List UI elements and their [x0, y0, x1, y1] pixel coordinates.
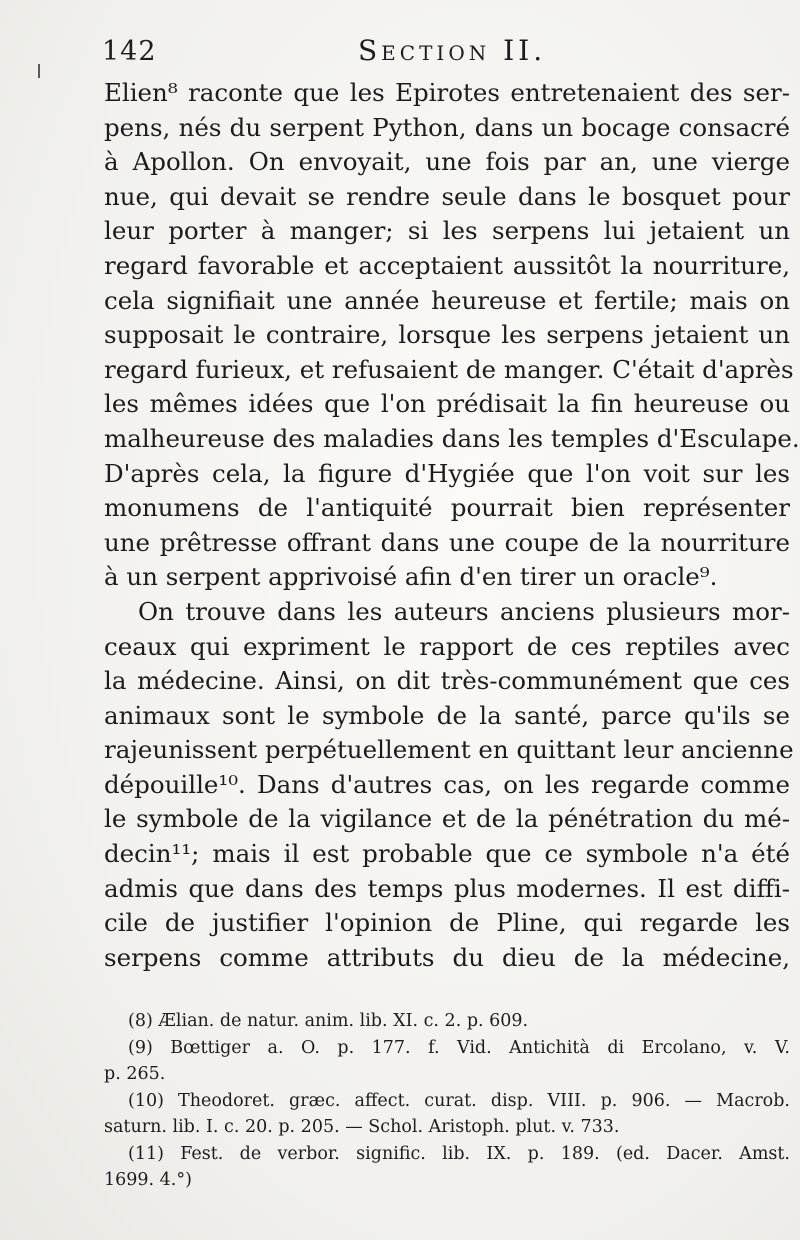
text-line: D'après cela, la figure d'Hygiée que l'on voit sur les	[104, 458, 790, 488]
text-line: serpens comme attributs du dieu de la médecine,	[104, 942, 790, 972]
text-line: à un serpent apprivoisé afin d'en tirer un oracle⁹.	[104, 562, 718, 592]
footnote-9-cont: p. 265.	[104, 1064, 166, 1084]
text-line: cela signifiait une année heureuse et fertile; mais on	[104, 285, 790, 315]
footnote-8: (8) Ælian. de natur. anim. lib. XI. c. 2. p. 609.	[128, 1011, 529, 1031]
text-line: leur porter à manger; si les serpens lui jetaient un	[104, 216, 790, 246]
text-line: pens, nés du serpent Python, dans un bocage consacré	[104, 112, 790, 142]
main-text	[104, 76, 800, 975]
text-line: admis que dans des temps plus modernes. Il est diffi-	[104, 873, 790, 903]
text-line: monumens de l'antiquité pourrait bien représenter	[104, 493, 790, 523]
footnotes	[104, 1008, 790, 1194]
text-line: decin¹¹; mais il est probable que ce symbole n'a été	[104, 839, 790, 869]
text-line-paragraph-start: On trouve dans les auteurs anciens plusieurs mor-	[138, 596, 790, 626]
text-line: malheureuse des maladies dans les temples d'Esculape.	[104, 423, 800, 453]
text-line: regard furieux, et refusaient de manger. C'était d'après	[104, 354, 794, 384]
text-line: une prêtresse offrant dans une coupe de la nourriture	[104, 527, 790, 557]
text-line: dépouille¹⁰. Dans d'autres cas, on les regarde comme	[104, 769, 790, 799]
page-number: 142	[102, 36, 157, 67]
text-line: ceaux qui expriment le rapport de ces reptiles avec	[104, 631, 790, 661]
text-line: la médecine. Ainsi, on dit très-communément que ces	[104, 666, 790, 696]
footnote-11: (11) Fest. de verbor. signific. lib. IX. p. 189. (ed. Dacer. Amst.	[128, 1143, 790, 1164]
footnote-10: (10) Theodoret. græc. affect. curat. disp. VIII. p. 906. — Macrob.	[128, 1090, 790, 1111]
footnote-9: (9) Bœttiger a. O. p. 177. f. Vid. Antichità di Ercolano, v. V.	[128, 1037, 790, 1058]
text-line: animaux sont le symbole de la santé, parce qu'ils se	[104, 700, 790, 730]
page-header	[100, 32, 780, 72]
text-line: regard favorable et acceptaient aussitôt la nourriture,	[104, 250, 790, 280]
text-line: les mêmes idées que l'on prédisait la fin heureuse ou	[104, 389, 790, 419]
text-line: à Apollon. On envoyait, une fois par an, une vierge	[104, 147, 790, 177]
text-line: Elien⁸ raconte que les Epirotes entretenaient des ser-	[104, 78, 790, 107]
footnote-10-cont: saturn. lib. I. c. 20. p. 205. — Schol. Aristoph. plut. v. 733.	[104, 1117, 620, 1137]
running-head: Section II.	[358, 34, 547, 67]
text-line: nue, qui devait se rendre seule dans le bosquet pour	[104, 181, 790, 211]
margin-mark	[38, 64, 40, 78]
footnote-11-cont: 1699. 4.°)	[104, 1170, 192, 1190]
text-line: le symbole de la vigilance et de la pénétration du mé-	[104, 804, 790, 834]
text-line: rajeunissent perpétuellement en quittant leur ancienne	[104, 735, 794, 765]
text-line: supposait le contraire, lorsque les serpens jetaient un	[104, 320, 790, 350]
text-line: cile de justifier l'opinion de Pline, qui regarde les	[104, 908, 790, 938]
